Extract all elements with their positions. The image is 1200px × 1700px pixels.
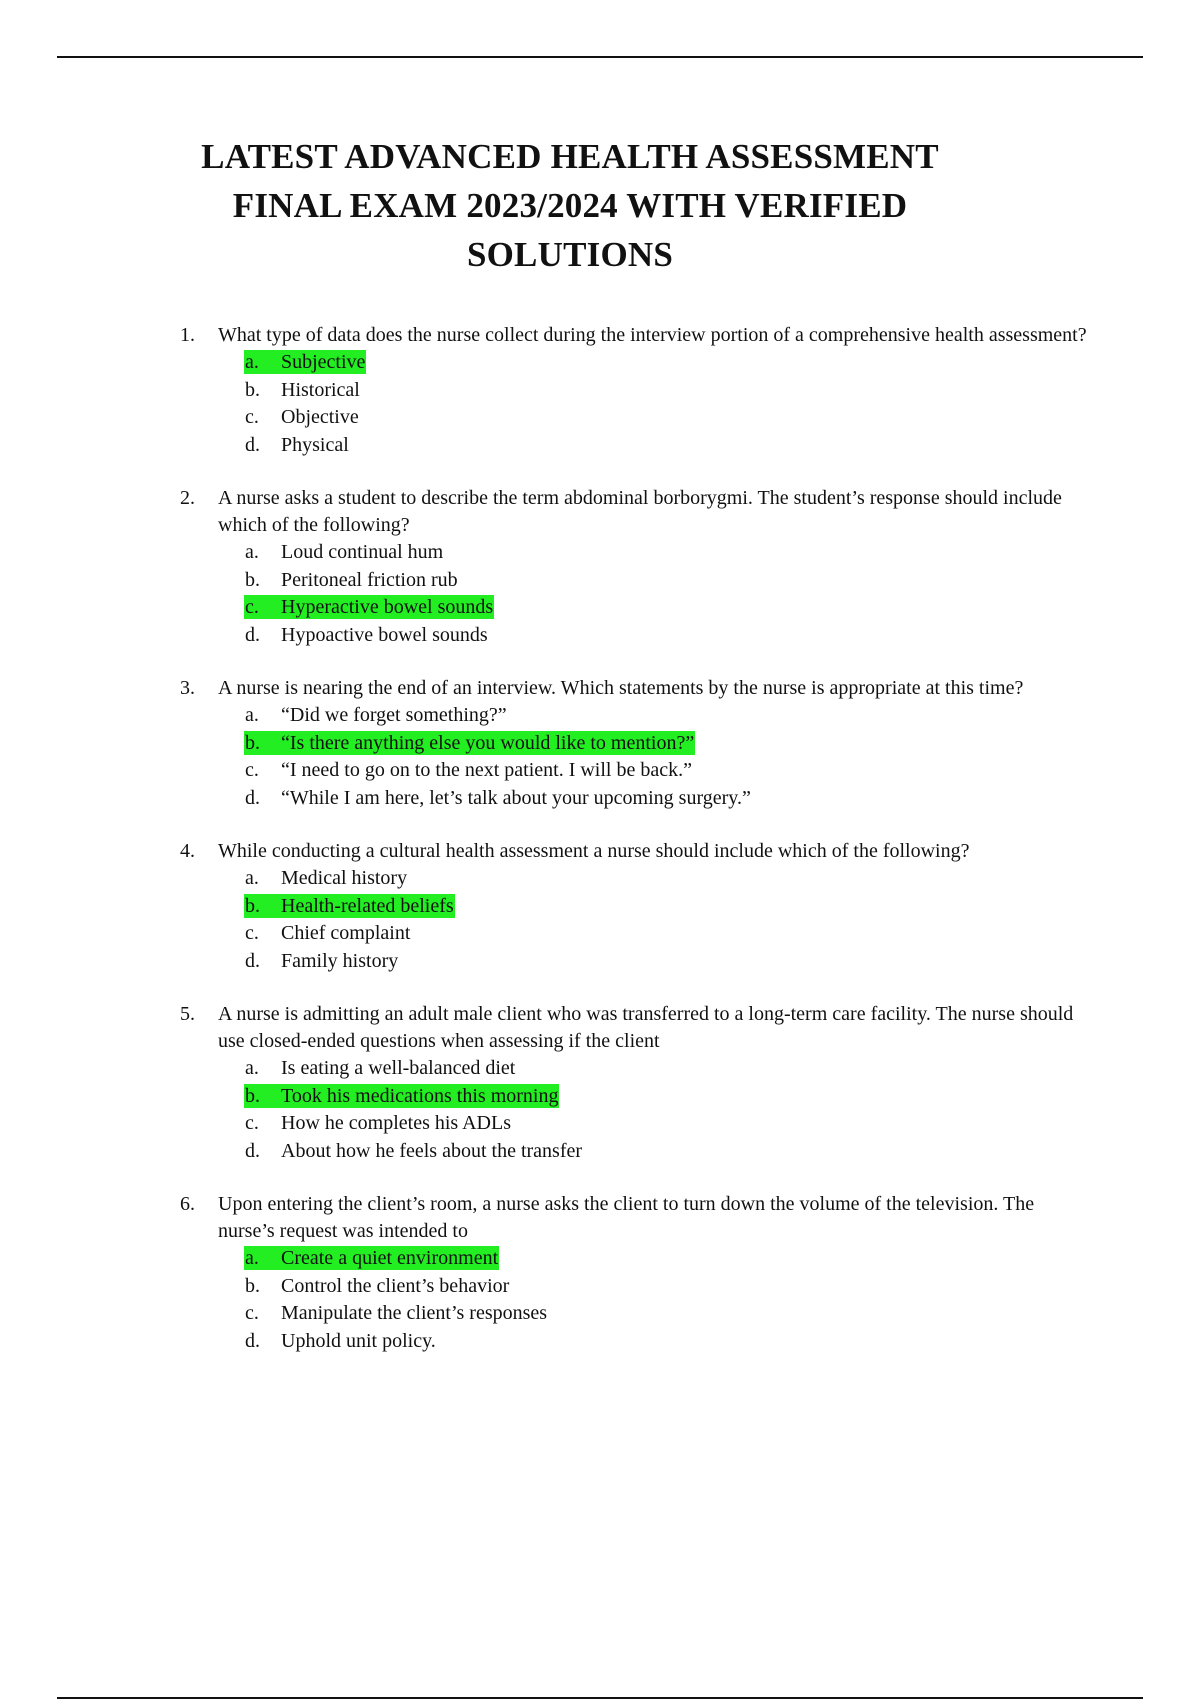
answer-option-text: Historical [281, 378, 360, 401]
question-list [180, 322, 1090, 1381]
answer-option-letter: a. [245, 704, 259, 726]
answer-option [244, 1138, 1090, 1166]
answer-option-letter: c. [245, 922, 259, 944]
answer-option-text: Subjective [281, 351, 366, 373]
title-line-2: FINAL EXAM 2023/2024 WITH VERIFIED [232, 186, 908, 225]
question-text: While conducting a cultural health assessment a nurse should include which of the following? [218, 840, 970, 862]
answer-option [244, 702, 1090, 730]
answer-option-letter: a. [245, 1247, 259, 1269]
correct-answer-highlight [244, 595, 494, 619]
document-title [160, 132, 980, 279]
question-number: 5. [180, 1003, 195, 1025]
answer-option-text: Physical [281, 433, 349, 456]
answer-option-text: “Is there anything else you would like to mention?” [281, 731, 695, 754]
question-number: 2. [180, 487, 195, 509]
answer-option-text: Peritoneal friction rub [281, 568, 458, 591]
correct-answer-highlight [244, 894, 455, 918]
question-number: 3. [180, 677, 195, 699]
answer-option-letter: c. [245, 1112, 259, 1134]
answer-option-correct [244, 730, 1090, 758]
answer-option-text: “While I am here, let’s talk about your upcoming surgery.” [281, 786, 751, 809]
correct-answer-highlight [244, 1246, 499, 1270]
answer-option-text: Is eating a well-balanced diet [281, 1057, 516, 1079]
question-text: Upon entering the client’s room, a nurse asks the client to turn down the volume of the television. The nurse’s request was intended to [218, 1193, 1035, 1242]
question-number: 1. [180, 324, 195, 346]
answer-option-correct [244, 1083, 1090, 1111]
answer-option-letter: a. [245, 1057, 259, 1079]
question-number: 6. [180, 1193, 195, 1215]
answer-option-correct [244, 893, 1090, 921]
answer-option-body [244, 568, 459, 592]
answer-option-body [244, 921, 411, 945]
question-item [180, 675, 1090, 812]
title-line-1: LATEST ADVANCED HEALTH ASSESSMENT [201, 137, 939, 176]
answer-option [244, 1300, 1090, 1328]
answer-option-text: How he completes his ADLs [281, 1112, 511, 1134]
answer-option-text: Objective [281, 406, 359, 428]
answer-option-body [244, 623, 489, 647]
title-line-3: SOLUTIONS [466, 235, 674, 274]
answer-option-letter: c. [245, 1302, 259, 1324]
answer-option-text: Chief complaint [281, 922, 411, 944]
answer-option [244, 1273, 1090, 1301]
answer-option-body [244, 1056, 516, 1080]
answer-option-body [244, 786, 752, 810]
answer-option-text: Uphold unit policy. [281, 1329, 436, 1352]
correct-answer-highlight [244, 1084, 559, 1108]
question-text: A nurse asks a student to describe the term abdominal borborygmi. The student’s response should include which of the following? [218, 487, 1062, 536]
answer-option-body [244, 405, 360, 429]
answer-option [244, 785, 1090, 813]
question-number: 4. [180, 840, 195, 862]
answer-option-letter: d. [245, 949, 260, 972]
answer-option-letter: b. [245, 378, 260, 401]
answer-option-text: Hypoactive bowel sounds [281, 623, 488, 646]
answer-option-body [244, 866, 408, 890]
answer-options [244, 349, 1090, 459]
answer-option-letter: c. [245, 406, 259, 428]
question-item [180, 1191, 1090, 1355]
answer-option [244, 404, 1090, 432]
answer-option-correct [244, 594, 1090, 622]
answer-option-letter: d. [245, 1139, 260, 1162]
answer-option-text: About how he feels about the transfer [281, 1139, 583, 1162]
answer-option [244, 948, 1090, 976]
question-item [180, 485, 1090, 649]
answer-option [244, 1328, 1090, 1356]
answer-option-letter: b. [245, 568, 260, 591]
answer-option-body [244, 1111, 512, 1135]
answer-options [244, 539, 1090, 649]
correct-answer-highlight [244, 731, 695, 755]
answer-option-letter: b. [245, 731, 260, 754]
answer-option-text: Create a quiet environment [281, 1247, 499, 1269]
answer-option [244, 567, 1090, 595]
answer-option-body [244, 433, 350, 457]
question-item [180, 1001, 1090, 1165]
answer-option-letter: d. [245, 623, 260, 646]
answer-option [244, 1110, 1090, 1138]
answer-option-body [244, 540, 444, 564]
answer-option-body [244, 1301, 548, 1325]
answer-option-body [244, 378, 361, 402]
question-text: A nurse is admitting an adult male client who was transferred to a long-term care facility. The nurse should use closed-ended questions when assessing if the client [218, 1003, 1074, 1052]
answer-option [244, 920, 1090, 948]
answer-option-letter: b. [245, 1274, 260, 1297]
answer-option [244, 432, 1090, 460]
answer-option-text: Family history [281, 949, 399, 972]
question-text: A nurse is nearing the end of an interview. Which statements by the nurse is appropriate at this time? [218, 677, 1024, 699]
answer-option-letter: b. [245, 1084, 260, 1107]
answer-option [244, 377, 1090, 405]
answer-option-letter: d. [245, 433, 260, 456]
answer-option-text: “I need to go on to the next patient. I will be back.” [281, 759, 692, 781]
answer-options [244, 865, 1090, 975]
header-rule [57, 56, 1143, 58]
answer-options [244, 1245, 1090, 1355]
answer-option-text: “Did we forget something?” [281, 704, 507, 726]
answer-option-letter: a. [245, 351, 259, 373]
question-item [180, 322, 1090, 459]
answer-option-letter: c. [245, 596, 259, 618]
answer-options [244, 1055, 1090, 1165]
question-item [180, 838, 1090, 975]
answer-option [244, 865, 1090, 893]
answer-option-body [244, 703, 508, 727]
answer-option [244, 1055, 1090, 1083]
answer-option [244, 622, 1090, 650]
answer-option-body [244, 758, 693, 782]
answer-option-body [244, 1329, 437, 1353]
answer-option-letter: d. [245, 786, 260, 809]
answer-option-text: Medical history [281, 867, 408, 889]
answer-option-body [244, 1274, 510, 1298]
question-text: What type of data does the nurse collect during the interview portion of a comprehensive health assessment? [218, 324, 1087, 346]
answer-option-body [244, 1139, 583, 1163]
answer-option-letter: b. [245, 894, 260, 917]
answer-option-letter: c. [245, 759, 259, 781]
footer-rule [57, 1697, 1143, 1699]
answer-option-body [244, 949, 399, 973]
answer-option-text: Hyperactive bowel sounds [281, 596, 494, 618]
answer-option-correct [244, 1245, 1090, 1273]
answer-option-letter: d. [245, 1329, 260, 1352]
answer-option [244, 757, 1090, 785]
answer-option-text: Loud continual hum [281, 541, 444, 563]
answer-option-text: Took his medications this morning [281, 1084, 559, 1107]
answer-option-text: Health-related beliefs [281, 894, 454, 917]
answer-option-correct [244, 349, 1090, 377]
answer-option [244, 539, 1090, 567]
answer-option-text: Manipulate the client’s responses [281, 1302, 548, 1324]
correct-answer-highlight [244, 350, 366, 374]
answer-option-text: Control the client’s behavior [281, 1274, 510, 1297]
answer-option-letter: a. [245, 867, 259, 889]
answer-option-letter: a. [245, 541, 259, 563]
answer-options [244, 702, 1090, 812]
